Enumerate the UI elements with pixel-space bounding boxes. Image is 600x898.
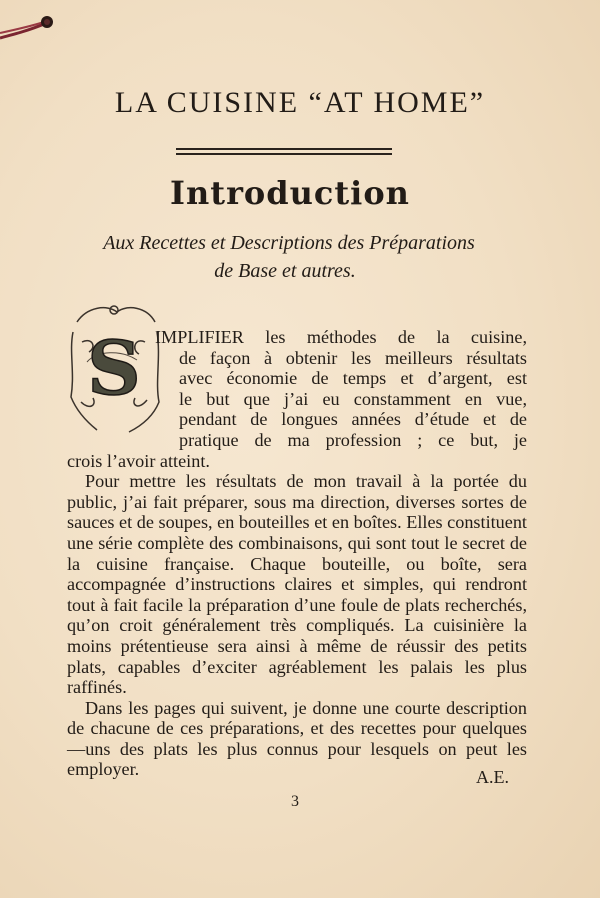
page-title: LA CUISINE “AT HOME” xyxy=(114,86,486,119)
signature-initials: A.E. xyxy=(476,767,509,787)
para1-line-3: avec économie de temps et d’argent, est xyxy=(179,368,527,389)
para1-line-1: IMPLIFIER les méthodes de la cuisine, xyxy=(155,327,527,347)
paragraph-2: Pour mettre les résultats de mon travail à la portée du public, j’ai fait préparer, sous ma direction, diverses sortes de sauces et de soupes, en bouteilles et en boîtes. Elles constituent une série complète des combinaisons, qui sont tout le secret de la cuisine française. Chaque bouteille, ou boîte, sera accompagnée d’instructions claires et simples, qui rendront tout à fait facile la préparation d’une foule de plats recherchés, qu’on croit généralement très compliqués. La cuisinière la moins prétentieuse sera ainsi à même de réussir des petits plats, capables d’exciter agréablement les palais les plus raffinés. xyxy=(67,471,527,698)
para1-line-6: pratique de ma profession ; ce but, je xyxy=(179,429,527,450)
body-text xyxy=(67,327,527,780)
subtitle-line-1: Aux Recettes et Descriptions des Préparations xyxy=(103,232,475,254)
para1-line-4: le but que j’ai eu constamment en vue, xyxy=(179,388,527,409)
double-rule-divider xyxy=(176,148,392,155)
para1-line-5: pendant de longues années d’étude et de xyxy=(179,409,527,430)
binding-string xyxy=(0,0,70,45)
paragraph-1 xyxy=(67,327,527,471)
introduction-heading: Introduction xyxy=(170,174,410,212)
page-number: 3 xyxy=(291,793,299,810)
paragraph-3: Dans les pages qui suivent, je donne une courte description de chacune de ces préparations, et des recettes pour quelques—uns des plats les plus connus pour lesquels on peut les employer. xyxy=(67,697,527,780)
para1-line-7: crois l’avoir atteint. xyxy=(67,450,210,471)
drop-cap-letter: S xyxy=(87,326,141,412)
subtitle-line-2: de Base et autres. xyxy=(214,260,356,282)
para1-line-2: de façon à obtenir les meilleurs résultats xyxy=(179,347,527,368)
